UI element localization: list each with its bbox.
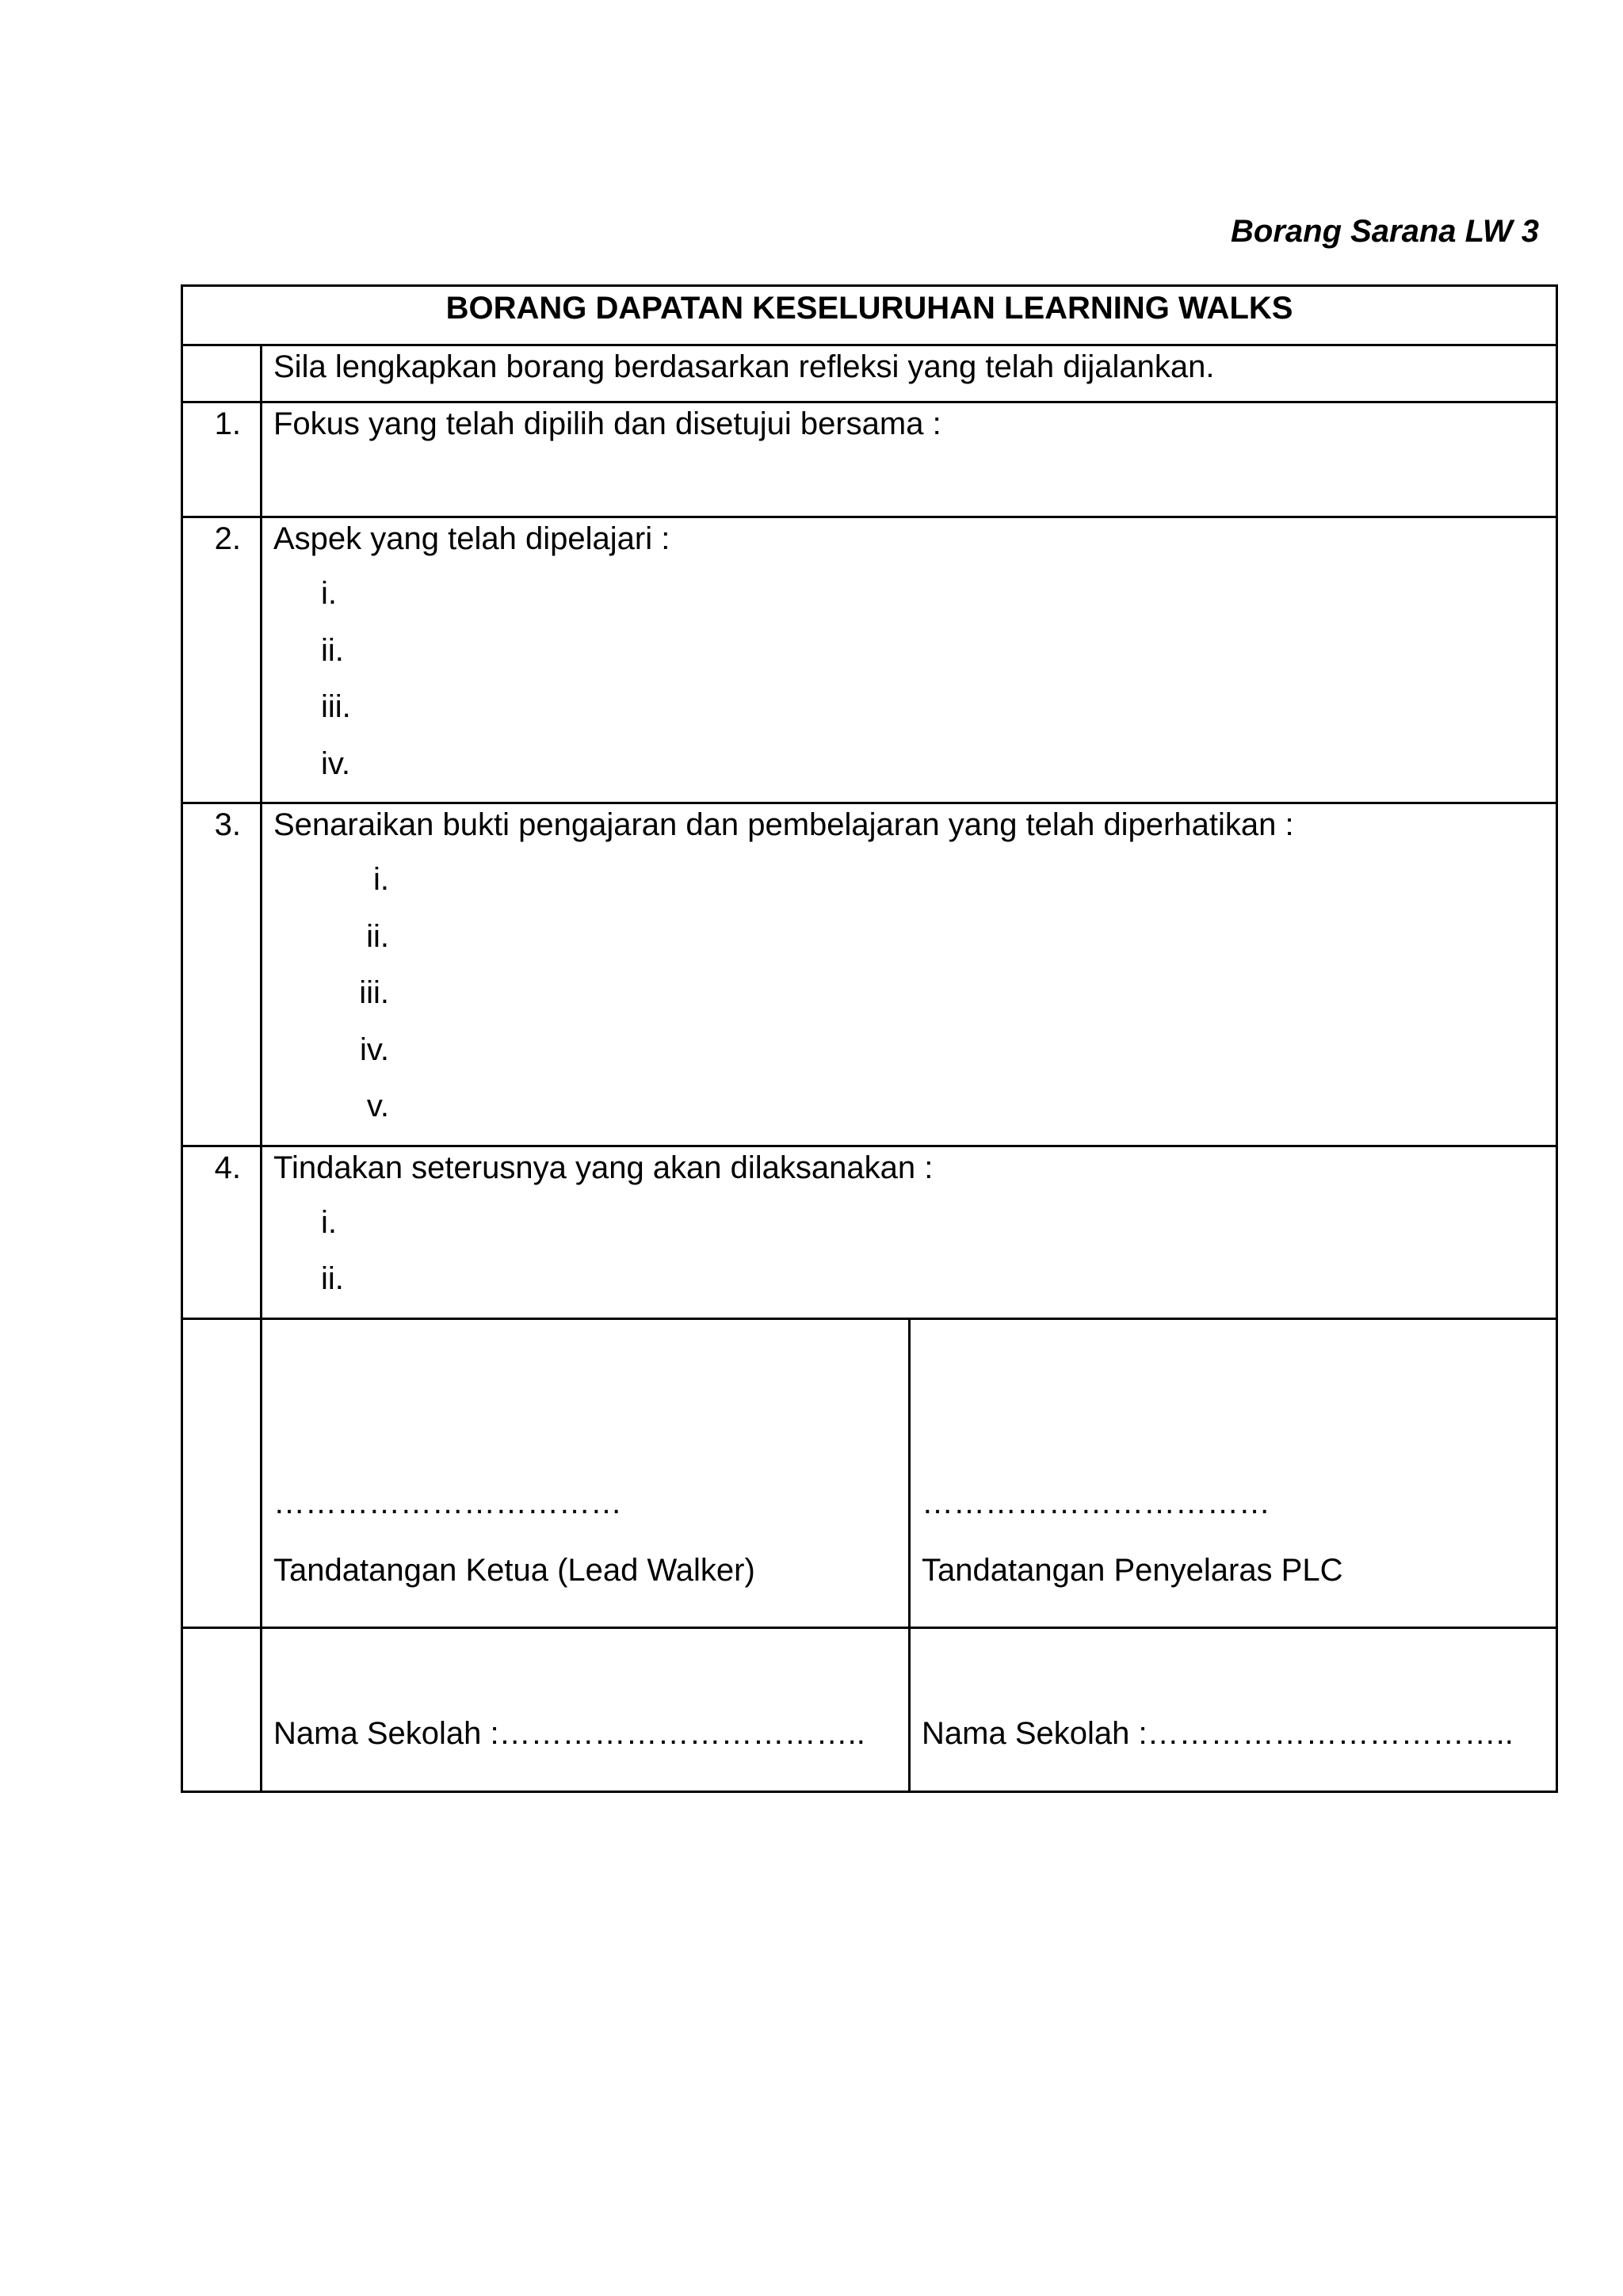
form-title: BORANG DAPATAN KESELURUHAN LEARNING WALKS xyxy=(182,286,1557,345)
form-title-row xyxy=(182,286,1557,345)
school-name-right-field: Nama Sekolah :…………………………….. xyxy=(922,1715,1514,1751)
plc-coordinator-signature-cell[interactable] xyxy=(910,1318,1557,1627)
question-number-3: 3. xyxy=(182,803,262,1146)
answer-item[interactable]: v. xyxy=(366,1089,389,1123)
answer-item[interactable]: iv. xyxy=(321,746,351,781)
school-name-left-cell[interactable] xyxy=(262,1627,910,1791)
school-name-row xyxy=(182,1627,1557,1791)
plc-coordinator-signature-line: …………………………… xyxy=(922,1485,1270,1520)
answer-item[interactable]: i. xyxy=(321,1204,337,1240)
lead-walker-signature-label: Tandatangan Ketua (Lead Walker) xyxy=(273,1552,755,1588)
answer-list-4 xyxy=(273,1204,1556,1318)
question-text-3: Senaraikan bukti pengajaran dan pembelajaran yang telah diperhatikan : xyxy=(273,807,1294,842)
question-number-2: 2. xyxy=(182,517,262,803)
answer-list-2 xyxy=(273,575,1556,802)
plc-coordinator-signature-label: Tandatangan Penyelaras PLC xyxy=(922,1552,1343,1588)
question-row-1 xyxy=(182,402,1557,517)
question-row-4 xyxy=(182,1146,1557,1318)
question-row-2 xyxy=(182,517,1557,803)
answer-item[interactable]: iii. xyxy=(359,975,389,1010)
signature-number-cell xyxy=(182,1318,262,1627)
school-name-left-field: Nama Sekolah :…………………………….. xyxy=(273,1715,865,1751)
question-text-4: Tindakan seterusnya yang akan dilaksanakan : xyxy=(273,1150,934,1185)
question-row-3 xyxy=(182,803,1557,1146)
question-number-4: 4. xyxy=(182,1146,262,1318)
answer-list-3 xyxy=(273,861,1556,1145)
instruction-text: Sila lengkapkan borang berdasarkan refleksi yang telah dijalankan. xyxy=(262,345,1557,402)
question-cell-4[interactable] xyxy=(262,1146,1557,1318)
answer-item[interactable]: ii. xyxy=(366,918,389,954)
question-cell-2[interactable] xyxy=(262,517,1557,803)
answer-item[interactable]: i. xyxy=(373,862,389,897)
answer-item[interactable]: iv. xyxy=(359,1032,389,1067)
lead-walker-signature-cell[interactable] xyxy=(262,1318,910,1627)
instruction-number-cell xyxy=(182,345,262,402)
question-number-1: 1. xyxy=(182,402,262,517)
findings-form-table xyxy=(181,284,1558,1793)
answer-item[interactable]: iii. xyxy=(321,689,351,724)
answer-item[interactable]: i. xyxy=(321,576,337,611)
signature-row xyxy=(182,1318,1557,1627)
answer-item[interactable]: ii. xyxy=(321,632,344,668)
form-code: Borang Sarana LW 3 xyxy=(1231,214,1539,249)
question-cell-1[interactable] xyxy=(262,402,1557,517)
answer-item[interactable]: ii. xyxy=(321,1261,344,1296)
lead-walker-signature-line: …………………………… xyxy=(273,1485,622,1520)
school-name-right-cell[interactable] xyxy=(910,1627,1557,1791)
question-cell-3[interactable] xyxy=(262,803,1557,1146)
instruction-row xyxy=(182,345,1557,402)
school-number-cell xyxy=(182,1627,262,1791)
question-text-1: Fokus yang telah dipilih dan disetujui bersama : xyxy=(273,406,941,441)
question-text-2: Aspek yang telah dipelajari : xyxy=(273,521,670,556)
